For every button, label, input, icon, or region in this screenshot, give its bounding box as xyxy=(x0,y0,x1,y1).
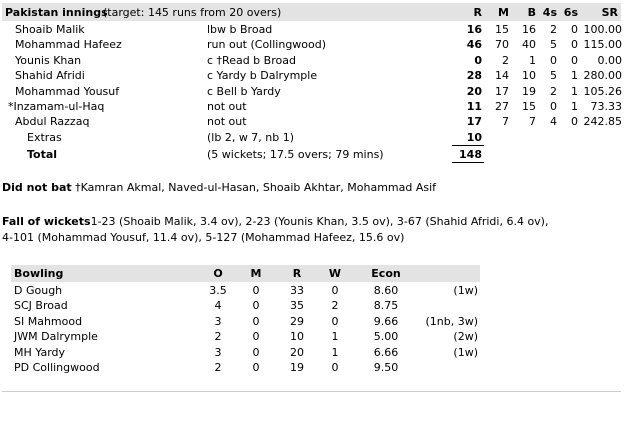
extras-value: 10 xyxy=(466,131,482,144)
batsman-strike-rate: 0.00 xyxy=(597,53,622,67)
batsman-minutes: 27 xyxy=(495,100,509,113)
bowler-name: JWM Dalrymple xyxy=(14,330,98,344)
bowler-runs: 19 xyxy=(290,361,304,374)
bowler-wickets: 1 xyxy=(331,330,339,344)
batsman-runs: 17 xyxy=(466,115,482,129)
batsman-minutes: 15 xyxy=(495,23,509,36)
header-minutes: M xyxy=(498,6,509,19)
batsman-runs: 28 xyxy=(466,69,482,83)
bowler-extras-note: (2w) xyxy=(453,330,478,344)
total-bottom-line xyxy=(452,162,484,163)
bowler-overs: 2 xyxy=(214,330,222,344)
did-not-bat-label: Did not bat xyxy=(2,181,72,194)
bowler-runs: 10 xyxy=(290,330,304,344)
batsman-sixes: 0 xyxy=(571,53,578,67)
bowling-header-economy: Econ xyxy=(371,267,401,280)
total-detail: (5 wickets; 17.5 overs; 79 mins) xyxy=(207,148,384,161)
fall-of-wickets-line1 xyxy=(2,214,548,229)
batsman-minutes: 14 xyxy=(495,69,509,83)
batsman-runs: 46 xyxy=(466,38,482,52)
batsman-name: Younis Khan xyxy=(15,53,82,67)
bowler-name: SI Mahmood xyxy=(14,314,83,328)
bottom-rule xyxy=(2,391,621,392)
bowler-overs: 3 xyxy=(214,314,222,328)
batsman-sixes: 0 xyxy=(571,115,578,129)
bowler-extras-note: (1w) xyxy=(453,345,478,359)
bowling-header-wickets: W xyxy=(328,267,342,280)
total-top-line xyxy=(452,145,484,146)
batsman-balls: 1 xyxy=(529,53,536,67)
batsman-fours: 2 xyxy=(550,23,557,36)
batsman-minutes: 7 xyxy=(502,115,509,129)
extras-label: Extras xyxy=(27,131,62,144)
batsman-name: Mohammad Yousuf xyxy=(15,84,120,98)
bowler-economy: 6.66 xyxy=(373,345,399,359)
bowler-wickets: 2 xyxy=(331,299,339,313)
bowler-name: SCJ Broad xyxy=(14,299,68,313)
bowler-wickets: 0 xyxy=(331,314,339,328)
batsman-name: Shoaib Malik xyxy=(15,23,85,36)
batsman-runs: 20 xyxy=(466,84,482,98)
batsman-fours: 4 xyxy=(550,115,557,129)
bowling-header-maidens: M xyxy=(250,267,262,280)
batsman-fours: 0 xyxy=(550,53,557,67)
bowler-wickets: 0 xyxy=(331,284,339,297)
batsman-balls: 19 xyxy=(522,84,536,98)
bowler-wickets: 1 xyxy=(331,345,339,359)
fall-of-wickets-label: Fall of wickets xyxy=(2,215,91,228)
batsman-sixes: 0 xyxy=(571,38,578,52)
batsman-sixes: 1 xyxy=(571,69,578,83)
bowling-header-runs: R xyxy=(292,267,302,280)
bowler-maidens: 0 xyxy=(252,361,260,374)
innings-title: Pakistan innings xyxy=(5,6,108,19)
batsman-fours: 0 xyxy=(550,100,557,113)
batsman-sixes: 1 xyxy=(571,84,578,98)
header-sixes: 6s xyxy=(563,6,578,19)
bowler-economy: 5.00 xyxy=(373,330,399,344)
batsman-dismissal: c Bell b Yardy xyxy=(207,84,281,98)
bowler-name: MH Yardy xyxy=(14,345,66,359)
batsman-fours: 2 xyxy=(550,84,557,98)
batsman-name: Abdul Razzaq xyxy=(15,115,90,129)
batsman-balls: 10 xyxy=(522,69,536,83)
header-fours: 4s xyxy=(542,6,557,19)
batsman-strike-rate: 242.85 xyxy=(583,115,622,129)
bowler-economy: 8.75 xyxy=(373,299,399,313)
bowler-maidens: 0 xyxy=(252,345,260,359)
batsman-minutes: 70 xyxy=(495,38,509,52)
batsman-dismissal: lbw b Broad xyxy=(207,23,273,36)
bowler-economy: 9.66 xyxy=(373,314,399,328)
bowler-runs: 20 xyxy=(290,345,304,359)
header-balls: B xyxy=(527,6,536,19)
batsman-strike-rate: 73.33 xyxy=(590,100,622,113)
batsman-dismissal: c Yardy b Dalrymple xyxy=(207,69,318,83)
bowler-maidens: 0 xyxy=(252,314,260,328)
total-value: 148 xyxy=(459,148,482,161)
batsman-dismissal: not out xyxy=(207,115,247,129)
batsman-runs: 11 xyxy=(466,100,482,113)
batsman-dismissal: c †Read b Broad xyxy=(207,53,296,67)
bowler-runs: 29 xyxy=(290,314,304,328)
innings-target: (target: 145 runs from 20 overs) xyxy=(103,6,282,19)
did-not-bat-players: †Kamran Akmal, Naved-ul-Hasan, Shoaib Akhtar, Mohammad Asif xyxy=(75,181,437,194)
batsman-strike-rate: 115.00 xyxy=(583,38,622,52)
batsman-balls: 16 xyxy=(522,23,536,36)
batsman-sixes: 0 xyxy=(571,23,578,36)
batsman-name: Mohammad Hafeez xyxy=(15,38,122,52)
header-runs: R xyxy=(473,6,482,19)
bowler-overs: 4 xyxy=(214,299,222,313)
batsman-dismissal: run out (Collingwood) xyxy=(207,38,327,52)
batsman-strike-rate: 280.00 xyxy=(583,69,622,83)
batsman-runs: 16 xyxy=(466,23,482,36)
bowler-runs: 33 xyxy=(290,284,304,297)
batsman-sixes: 1 xyxy=(571,100,578,113)
total-label: Total xyxy=(27,148,58,161)
bowler-extras-note: (1nb, 3w) xyxy=(425,314,478,328)
batsman-name: *Inzamam-ul-Haq xyxy=(8,100,105,113)
extras-detail: (lb 2, w 7, nb 1) xyxy=(207,131,295,144)
bowler-overs: 3.5 xyxy=(209,284,227,297)
fall-of-wickets-line2: 4-101 (Mohammad Yousuf, 11.4 ov), 5-127 (Mohammad Hafeez, 15.6 ov) xyxy=(2,231,405,244)
batsman-fours: 5 xyxy=(550,69,557,83)
bowler-maidens: 0 xyxy=(252,299,260,313)
bowler-overs: 2 xyxy=(214,361,222,374)
batsman-minutes: 2 xyxy=(502,53,509,67)
batsman-balls: 40 xyxy=(522,38,536,52)
batsman-strike-rate: 105.26 xyxy=(583,84,622,98)
batsman-strike-rate: 100.00 xyxy=(583,23,622,36)
header-strike-rate: SR xyxy=(601,6,618,19)
bowler-maidens: 0 xyxy=(252,330,260,344)
bowler-runs: 35 xyxy=(290,299,304,313)
batsman-balls: 7 xyxy=(529,115,536,129)
bowler-name: PD Collingwood xyxy=(14,361,100,374)
batsman-balls: 15 xyxy=(522,100,536,113)
bowling-title: Bowling xyxy=(14,267,64,280)
bowler-extras-note: (1w) xyxy=(453,284,478,297)
fall-of-wickets-text1: 1-23 (Shoaib Malik, 3.4 ov), 2-23 (Younis Khan, 3.5 ov), 3-67 (Shahid Afridi, 6.4 ov), xyxy=(90,215,549,228)
bowling-header-overs: O xyxy=(213,267,223,280)
bowler-maidens: 0 xyxy=(252,284,260,297)
batsman-dismissal: not out xyxy=(207,100,247,113)
bowler-wickets: 0 xyxy=(331,361,339,374)
bowler-overs: 3 xyxy=(214,345,222,359)
bowler-name: D Gough xyxy=(14,284,63,297)
batsman-minutes: 17 xyxy=(495,84,509,98)
batsman-fours: 5 xyxy=(550,38,557,52)
bowler-economy: 8.60 xyxy=(373,284,399,297)
bowler-economy: 9.50 xyxy=(373,361,399,374)
batsman-name: Shahid Afridi xyxy=(15,69,85,83)
did-not-bat xyxy=(2,180,436,195)
batsman-runs: 0 xyxy=(474,53,482,67)
